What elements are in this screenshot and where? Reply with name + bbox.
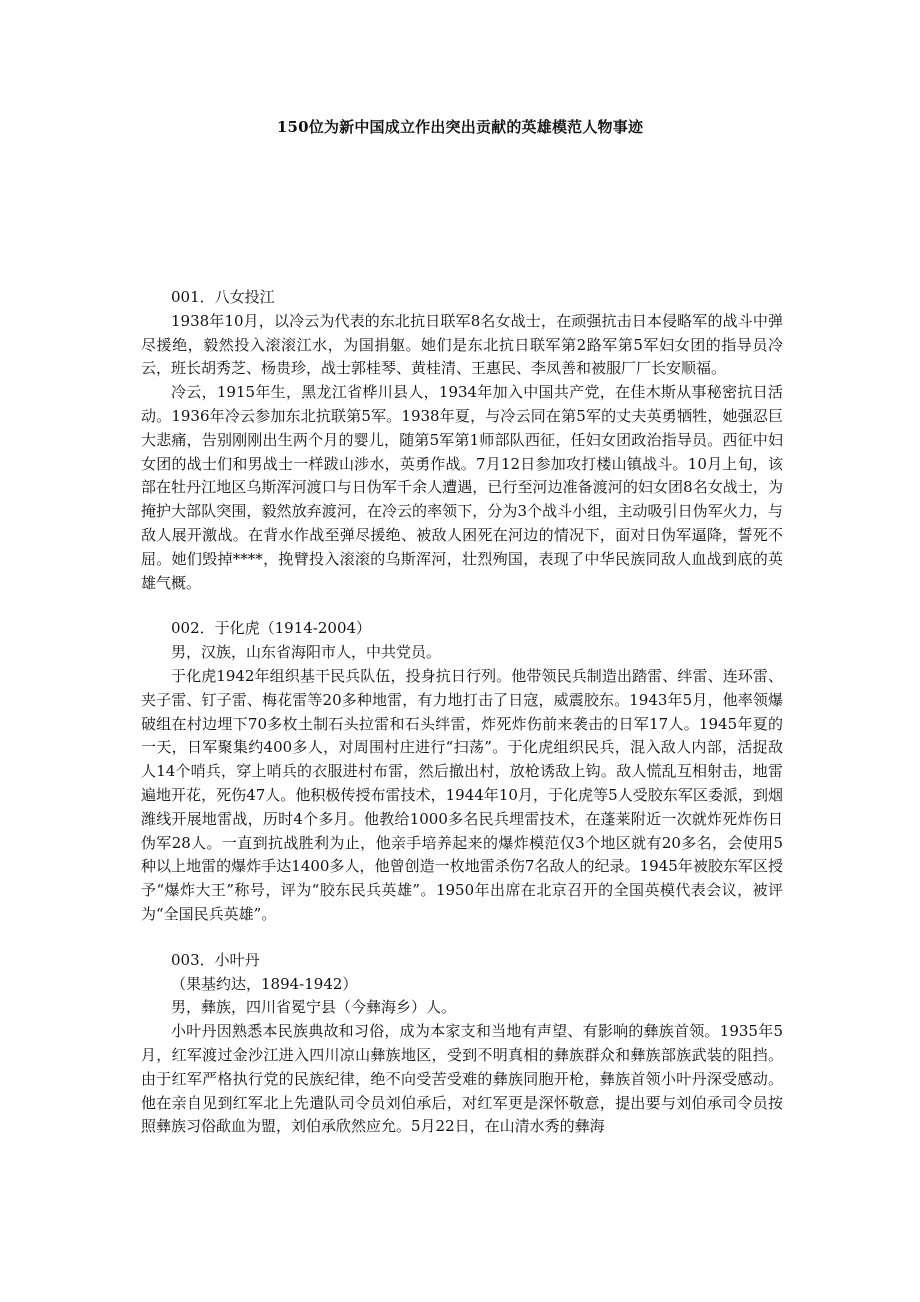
section-002 xyxy=(141,617,783,926)
section-003 xyxy=(141,949,783,1139)
section-heading: 003．小叶丹 xyxy=(171,950,260,969)
paragraph: 男，彝族，四川省冕宁县（今彝海乡）人。 xyxy=(171,998,457,1017)
section-heading: 002．于化虎（1914-2004） xyxy=(171,619,372,638)
document-body xyxy=(141,286,783,1139)
paragraph: 小叶丹因熟悉本民族典故和习俗，成为本家支和当地有声望、有影响的彝族首领。1935年5月，红军渡过金沙江进入四川凉山彝族地区，受到不明真相的彝族群众和彝族部族武装的阻挡。由于红军严格执行党的民族纪律，绝不向受苦受难的彝族同胞开枪，彝族首领小叶丹深受感动。他在亲自见到红军北上先遣队司令员刘伯承后，对红军更是深怀敬意，提出要与刘伯承司令员按照彝族习俗歃血为盟，刘伯承欣然应允。5月22日，在山清水秀的彝海 xyxy=(141,1022,783,1136)
paragraph: 冷云，1915年生，黑龙江省桦川县人，1934年加入中国共产党，在佳木斯从事秘密抗日活动。1936年冷云参加东北抗联第5军。1938年夏，与冷云同在第5军的丈夫英勇牺牲，她强忍巨大悲痛，告别刚刚出生两个月的婴儿，随第5军第1师部队西征，任妇女团政治指导员。西征中妇女团的战士们和男战士一样跋山涉水，英勇作战。7月12日参加攻打楼山镇战斗。10月上旬，该部在牡丹江地区乌斯浑河渡口与日伪军千余人遭遇，已行至河边准备渡河的妇女团8名女战士，为掩护大部队突围，毅然放弃渡河，在冷云的率领下，分为3个战斗小组，主动吸引日伪军火力，与敌人展开激战。在背水作战至弹尽援绝、被敌人困死在河边的情况下，面对日伪军逼降，誓死不屈。她们毁掉****，挽臂投入滚滚的乌斯浑河，壮烈殉国，表现了中华民族同敌人血战到底的英雄气概。 xyxy=(141,383,783,592)
section-heading: 001．八女投江 xyxy=(171,288,275,306)
page-title: 150位为新中国成立作出突出贡献的英雄模范人物事迹 xyxy=(276,118,644,136)
paragraph: 1938年10月，以冷云为代表的东北抗日联军8名女战士，在顽强抗击日本侵略军的战斗中弹尽援绝，毅然投入滚滚江水，为国捐躯。她们是东北抗日联军第2路军第5军妇女团的指导员冷云，班长胡秀芝、杨贵珍，战士郭桂琴、黄桂清、王惠民、李凤善和被服厂厂长安顺福。 xyxy=(141,311,783,378)
paragraph: 于化虎1942年组织基干民兵队伍，投身抗日行列。他带领民兵制造出踏雷、绊雷、连环雷、夹子雷、钉子雷、梅花雷等20多种地雷，有力地打击了日寇，威震胶东。1943年5月，他率领爆破组在村边埋下70多枚土制石头拉雷和石头绊雷，炸死炸伤前来袭击的日军17人。1945年夏的一天，日军聚集约400多人，对周围村庄进行“扫荡”。于化虎组织民兵，混入敌人内部，活捉敌人14个哨兵，穿上哨兵的衣服进村布雷，然后撤出村，放枪诱敌上钩。敌人慌乱互相射击，地雷遍地开花，死伤47人。他积极传授布雷技术，1944年10月，于化虎等5人受胶东军区委派，到烟潍线开展地雷战，历时4个多月。他教给1000多名民兵埋雷技术，在蓬莱附近一次就炸死炸伤日伪军28人。一直到抗战胜利为止，他亲手培养起来的爆炸模范仅3个地区就有20多名，会使用5种以上地雷的爆炸手达1400多人，他曾创造一枚地雷杀伤7名敌人的纪录。1945年被胶东军区授予“爆炸大王”称号，评为“胶东民兵英雄”。1950年出席在北京召开的全国英模代表会议，被评为“全国民兵英雄”。 xyxy=(141,666,783,923)
paragraph: 男，汉族，山东省海阳市人，中共党员。 xyxy=(171,643,442,662)
section-001 xyxy=(141,286,783,595)
paragraph: （果基约达，1894-1942） xyxy=(171,974,358,993)
